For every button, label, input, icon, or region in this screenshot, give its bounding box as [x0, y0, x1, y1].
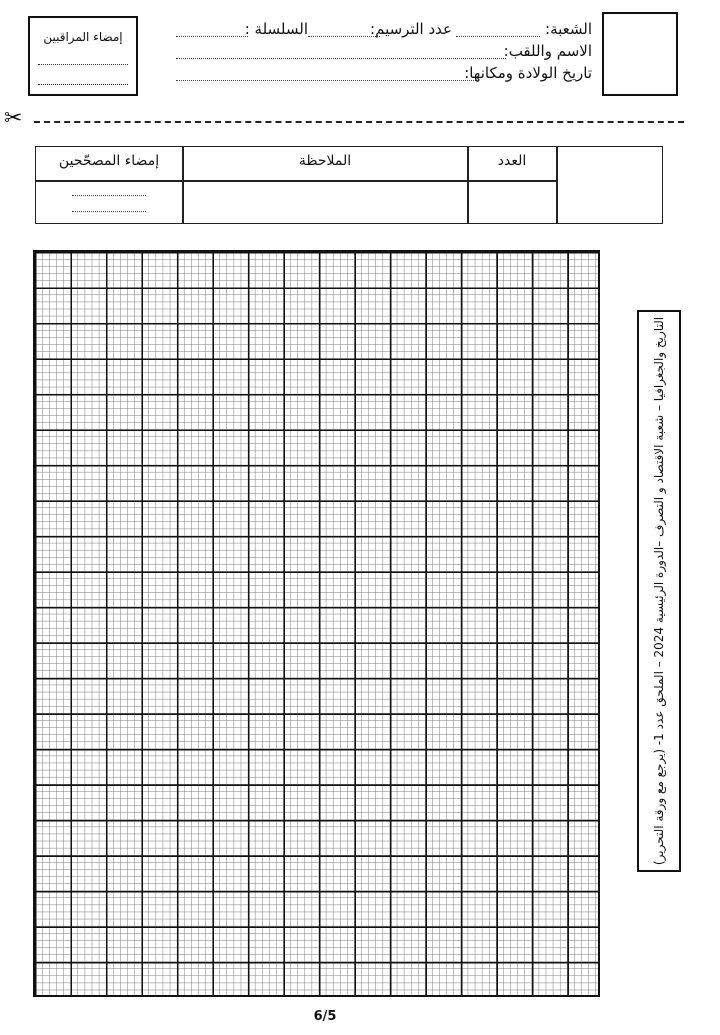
branch-field[interactable] [456, 36, 540, 37]
signature-dotted-line [38, 64, 128, 65]
birth-field[interactable] [176, 80, 476, 81]
scissors-icon: ✂ [4, 106, 23, 131]
series-field[interactable] [176, 36, 248, 37]
registration-label: عدد الترسيم: [370, 20, 452, 38]
page-number: 6/5 [313, 1009, 337, 1024]
cut-line [34, 121, 684, 123]
side-label-text: التاريخ والجغرافيا – شعبة الاقتصاد و التصرف –الدورة الرئيسية 2024 – الملحق عدد 1- (يرجع مع ورقة التحرير) [652, 316, 666, 866]
correctors-header: إمضاء المصحّحين [58, 153, 160, 169]
name-label: الاسم واللقب: [503, 42, 592, 60]
student-id-box [602, 12, 678, 96]
supervisors-signature-title: إمضاء المراقبين [43, 30, 123, 44]
table-row-divider [36, 180, 556, 182]
corrector-signature-line[interactable] [72, 195, 146, 196]
name-field[interactable] [176, 58, 506, 59]
graph-paper-area[interactable] [33, 250, 600, 997]
signature-dotted-line [38, 84, 128, 85]
birth-label: تاريخ الولادة ومكانها: [464, 64, 592, 82]
branch-label: الشعبة: [545, 20, 592, 38]
corrector-signature-line[interactable] [72, 211, 146, 212]
table-col-divider [556, 147, 558, 223]
grading-table [35, 146, 663, 224]
series-label: السلسلة : [244, 20, 308, 38]
supervisors-signature-box [28, 16, 138, 96]
score-header: العدد [497, 153, 527, 169]
remark-header: الملاحظة [298, 153, 352, 169]
registration-field[interactable] [308, 36, 380, 37]
